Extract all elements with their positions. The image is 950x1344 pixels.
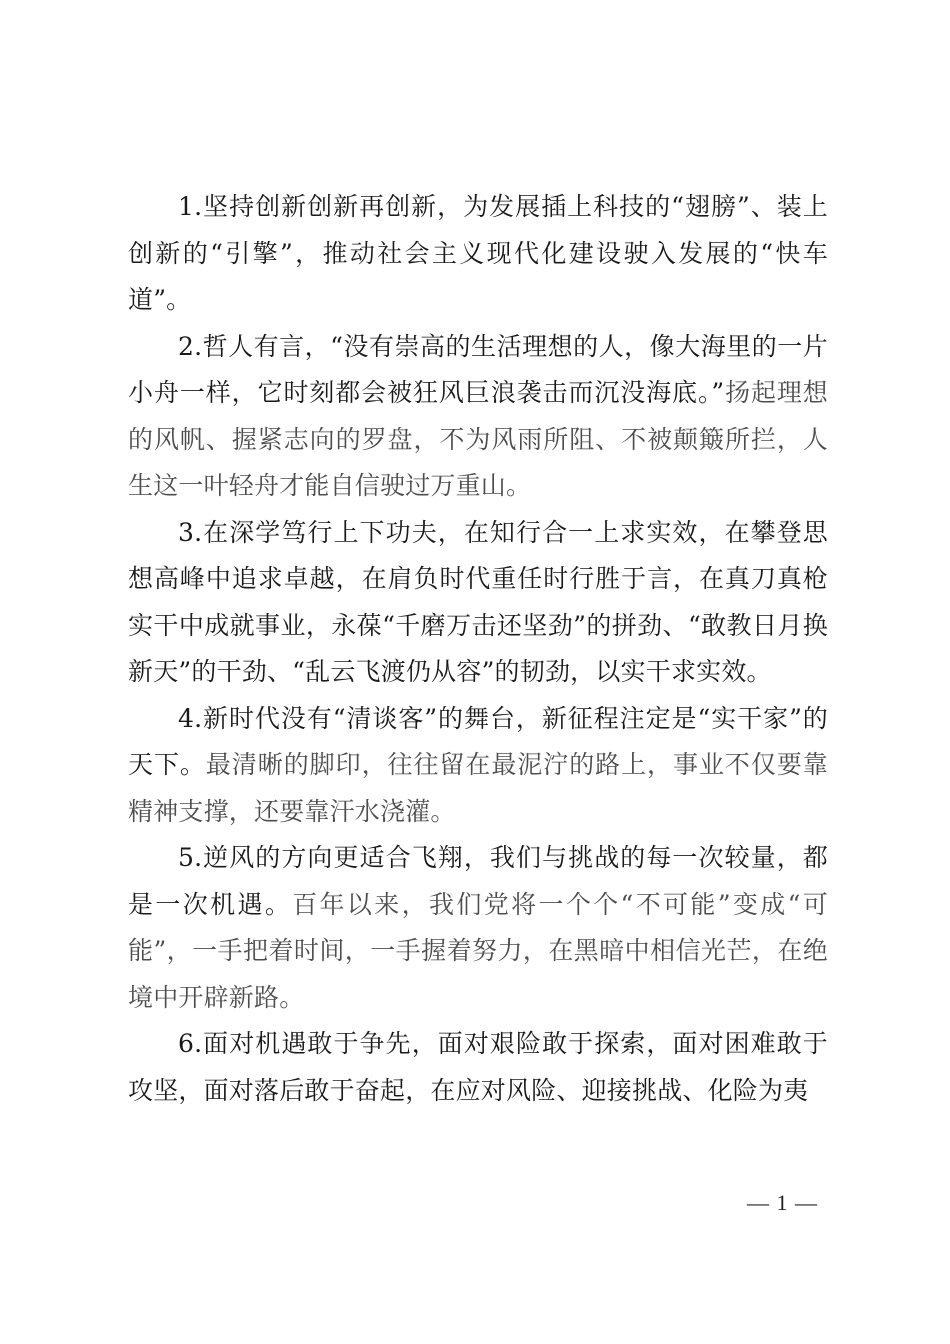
paragraph-4-continuation: 最清晰的脚印，往往留在最泥泞的路上，事业不仅要靠精神支撑，还要靠汗水浇灌。 [128,750,828,826]
paragraph-2 [128,324,828,510]
paragraph-1 [128,184,828,324]
paragraph-6-text: 6.面对机遇敢于争先，面对艰险敢于探索，面对困难敢于攻坚，面对落后敢于奋起，在应对风险、迎接挑战、化险为夷 [128,1029,828,1105]
paragraph-6 [128,1021,828,1114]
paragraph-2-quote: 2.哲人有言，“没有崇高的生活理想的人，像大海里的一片小舟一样，它时刻都会被狂风巨浪袭击而沉没海底。” [128,331,828,407]
document-body [128,184,828,1114]
paragraph-1-text: 1.坚持创新创新再创新，为发展插上科技的“翅膀”、装上创新的“引擎”，推动社会主义现代化建设驶入发展的“快车道”。 [128,192,828,314]
paragraph-5-text: 5.逆风的方向更适合飞翔，我们与挑战的每一次较量，都是一次机遇。 [128,843,828,919]
paragraph-5-continuation: 百年以来，我们党将一个个“不可能”变成“可能”，一手把着时间，一手握着努力，在黑暗中相信光芒，在绝境中开辟新路。 [128,889,829,1012]
page-number: — 1 — [747,1190,818,1215]
paragraph-5 [128,835,828,1021]
paragraph-4 [128,696,828,836]
paragraph-3 [128,510,828,696]
paragraph-2-continuation: 扬起理想的风帆、握紧志向的罗盘，不为风雨所阻、不被颠簸所拦，人生这一叶轻舟才能自信驶过万重山。 [128,378,828,500]
paragraph-4-text: 4.新时代没有“清谈客”的舞台，新征程注定是“实干家”的天下。 [128,703,828,779]
paragraph-3-text: 3.在深学笃行上下功夫，在知行合一上求实效，在攀登思想高峰中追求卓越，在肩负时代重任时行胜于言，在真刀真枪实干中成就事业，永葆“千磨万击还坚劲”的拼劲、“敢教日月换新天”的干劲、“乱云飞渡仍从容”的韧劲，以实干求实效。 [128,517,828,686]
